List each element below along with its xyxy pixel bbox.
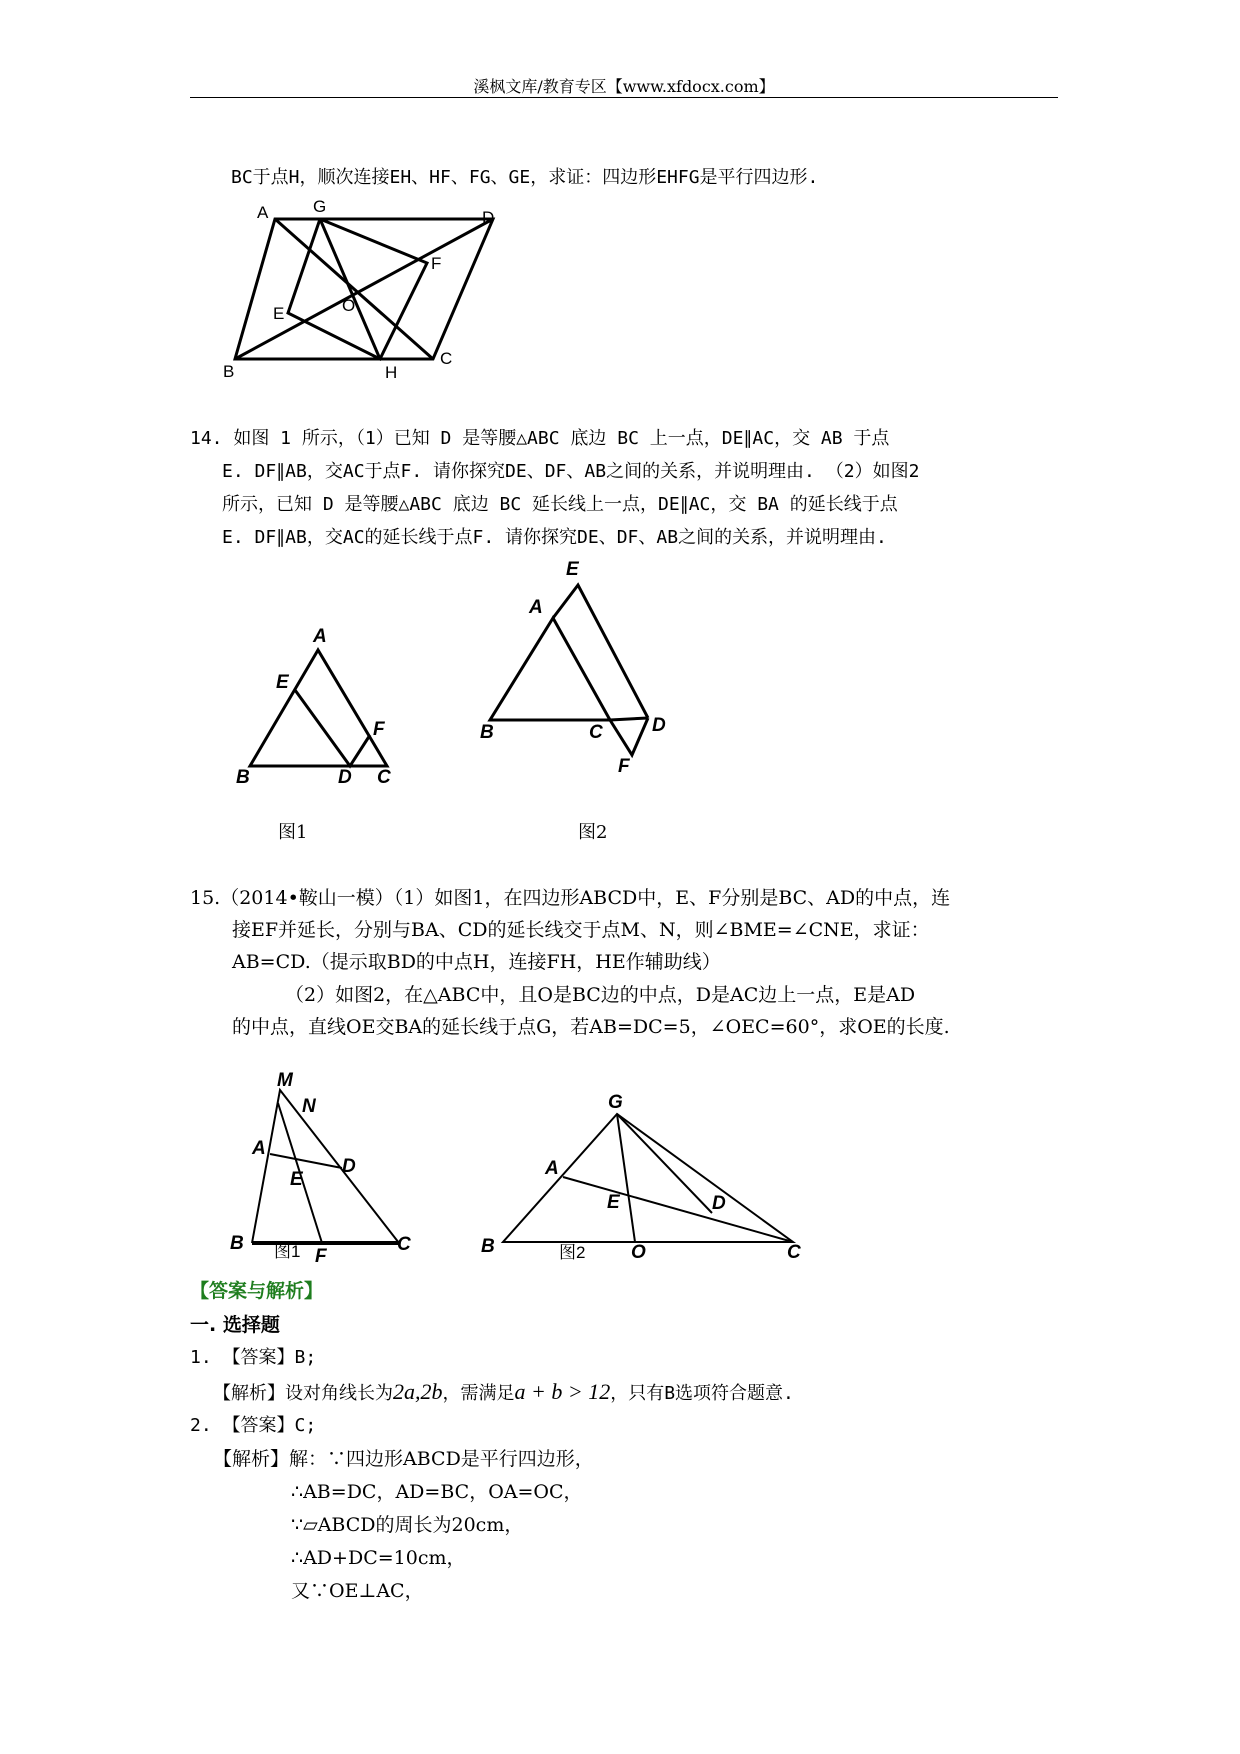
fig15-2-caption: 图2 [559,1243,586,1262]
lines-bm-mc [252,1090,399,1243]
fig15-1-caption: 图1 [274,1242,301,1261]
q15-line-1: 15.（2014•鞍山一模）（1）如图1，在四边形ABCD中，E、F分别是BC、AD的中点，连 [190,887,951,909]
fig15-1-label-n: N [302,1096,316,1117]
triangle-abc-2 [490,618,610,720]
q14-line-4: E. DF∥AB，交AC的延长线于点F. 请你探究DE、DF、AB之间的关系，并说明理由. [222,527,887,548]
label-e: E [273,304,285,323]
q14-line-2: E. DF∥AB，交AC于点F. 请你探究DE、DF、AB之间的关系，并说明理由. （2）如图2 [222,461,920,482]
answers-title: 【答案与解析】 [190,1280,324,1302]
analysis-2-step-1: ∴AB=DC，AD=BC，OA=OC， [291,1481,583,1503]
q15-line-5: 的中点，直线OE交BA的延长线于点G，若AB=DC=5，∠OEC=60°，求OE的长度. [232,1016,950,1038]
analysis-1-prefix: 【解析】设对角线长为 [213,1383,393,1404]
diagonal-bd [235,219,493,359]
fig2-label-a: A [529,597,543,618]
fig15-1-label-b: B [230,1233,244,1254]
label-c: C [440,349,453,368]
section-heading: 一. 选择题 [190,1314,280,1336]
answer-1: 1. 【答案】B; [190,1347,317,1368]
line-ac [563,1177,793,1242]
analysis-1-math-inequality: a + b > 12 [514,1379,611,1404]
label-f: F [431,254,442,273]
triangle-abc [250,650,387,766]
lines-de-df [295,690,370,766]
fig15-2-label-g: G [608,1092,623,1113]
lines-ae-ed [553,585,648,718]
label-h: H [385,363,398,382]
fig15-1-label-a: A [252,1138,266,1159]
page-header: 溪枫文库/教育专区【www.xfdocx.com】 [473,77,775,96]
q15-line-2: 接EF并延长，分别与BA、CD的延长线交于点M、N，则∠BME=∠CNE，求证： [232,919,930,941]
fig2-label-c: C [589,722,603,743]
q13-text: BC于点H，顺次连接EH、HF、FG、GE，求证：四边形EHFG是平行四边形. [231,167,819,188]
fig2-label-b: B [480,722,494,743]
fig1-label-c: C [377,767,391,788]
q14-figure-2-caption: 图2 [578,822,608,843]
line-cd [610,718,648,720]
analysis-2-step-2: ∵▱ABCD的周长为20cm， [291,1514,524,1536]
header-divider [190,97,1058,98]
fig15-1-label-e: E [290,1169,303,1190]
fig15-2-label-e: E [607,1192,620,1213]
analysis-2-step-3: ∴AD+DC=10cm， [291,1547,466,1569]
q14-figure-2 [465,555,680,780]
q13-parallelogram-figure [215,196,505,386]
quad-eHFG [288,219,427,359]
label-a: A [257,203,269,222]
fig2-label-d: D [652,715,666,736]
fig1-label-f: F [373,719,385,740]
analysis-1 [213,1376,794,1410]
lines-cf-fd [610,718,648,755]
fig1-label-d: D [338,767,352,788]
analysis-1-suffix: ，只有B选项符合题意. [610,1383,794,1404]
fig15-1-label-d: D [342,1156,356,1177]
fig15-1-label-c: C [397,1234,411,1255]
q14-figure-1-caption: 图1 [278,822,308,843]
label-g: G [313,197,327,216]
analysis-2: 【解析】解：∵四边形ABCD是平行四边形， [213,1448,594,1470]
fig1-label-e: E [276,672,289,693]
label-o: O [342,296,356,315]
q15-figure-1 [222,1068,427,1268]
fig15-2-label-c: C [787,1242,801,1263]
fig15-2-label-a: A [545,1158,559,1179]
label-b: B [223,362,235,381]
q15-figure-2 [475,1090,815,1270]
line-gd [617,1114,712,1213]
fig15-2-label-o: O [631,1242,646,1263]
answer-2: 2. 【答案】C; [190,1415,317,1436]
fig2-label-e: E [566,559,579,580]
fig15-1-label-m: M [277,1070,293,1091]
fig15-2-label-b: B [481,1236,495,1257]
label-d: D [482,208,495,227]
fig15-1-label-f: F [315,1246,327,1267]
fig1-label-a: A [313,626,327,647]
analysis-2-step-4: 又∵OE⊥AC， [291,1580,424,1602]
q14-line-3: 所示，已知 D 是等腰△ABC 底边 BC 延长线上一点，DE∥AC，交 BA 的延长线于点 [222,494,898,515]
line-go [617,1114,635,1242]
q14-line-1: 14. 如图 1 所示，（1）已知 D 是等腰△ABC 底边 BC 上一点，DE∥AC，交 AB 于点 [190,428,890,449]
analysis-1-math-diagonals: 2a,2b [393,1379,443,1404]
q15-line-3: AB=CD.（提示取BD的中点H，连接FH，HE作辅助线） [232,951,721,973]
q14-figure-1 [225,620,405,795]
analysis-1-mid: ，需满足 [442,1383,515,1404]
q15-line-4: （2）如图2，在△ABC中，且O是BC边的中点，D是AC边上一点，E是AD [285,984,916,1006]
fig15-2-label-d: D [712,1193,726,1214]
fig1-label-b: B [236,767,250,788]
fig2-label-f: F [618,756,630,777]
diagonal-ac [275,219,433,359]
